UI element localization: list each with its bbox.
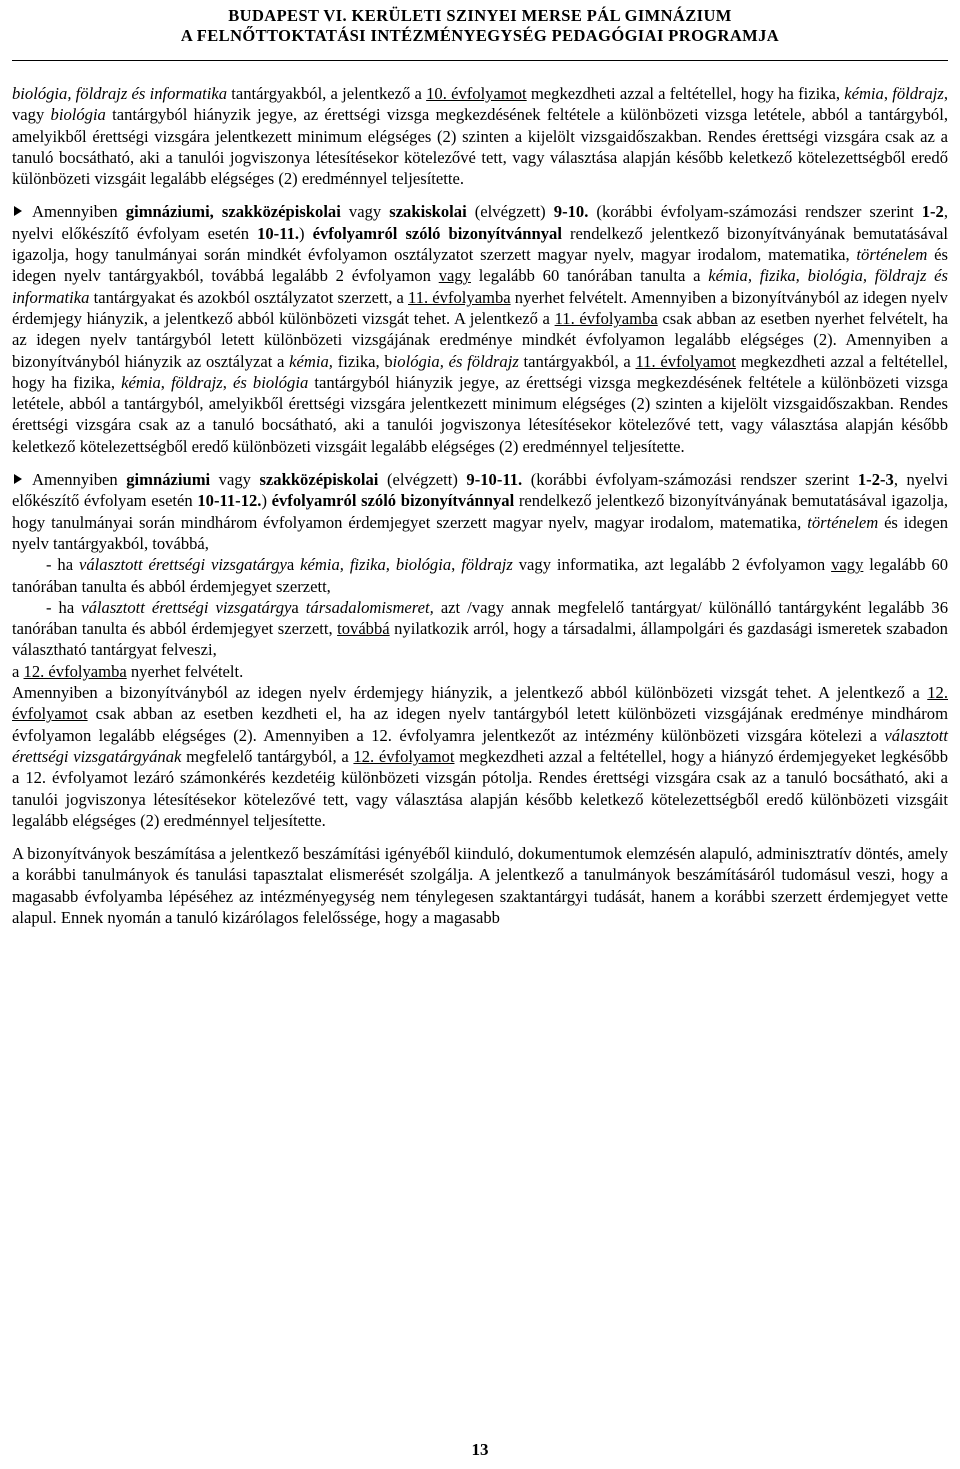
text-italic: földrajz [171, 372, 223, 392]
bullet-arrow-icon [14, 206, 22, 216]
text: , [160, 372, 172, 392]
text: ) [299, 223, 313, 243]
paragraph-2 [12, 201, 948, 457]
text: azt /vagy annak megfelelő tantárgyat/ különálló tantárgyként legalább 36 tanórában tanulta és abból érdemjegyet szerzett, [12, 597, 949, 639]
paragraph-8: A bizonyítványok beszámítása a jelentkező beszámítási igényéből kiinduló, dokumentumok elemzésén alapuló, adminisztratív döntés, amely a korábbi tanulmányok és tanulási tapasztalat elismerését szolgálja. A jelentkező a tanulmányok beszámításáról tudomásul veszi, hogy a magasabb évfolyamba lépéséhez az intézményegység nem ténylegesen szaktantárgyi tudását, hanem a korábbi szerzett érdemjegyet vette alapul. Ennek nyomán a tanuló kizárólagos felelőssége, hogy a magasabb [12, 844, 948, 927]
text-bold: 9-10. [553, 202, 589, 222]
text-italic: kémia, [289, 351, 333, 371]
header-line-2: A FELNŐTTOKTATÁSI INTÉZMÉNYEGYSÉG PEDAGÓGIAI PROGRAMJA [180, 26, 780, 45]
paragraph-4 [12, 554, 948, 597]
document-header [0, 0, 960, 62]
text: tantárgyakból, a [518, 351, 636, 371]
text-italic: és biológia [232, 372, 309, 392]
text-underlined: 11. évfolyamot [635, 351, 736, 371]
text-italic: földrajz [461, 555, 513, 575]
text: (korábbi évfolyam-számozási rendszer szerint [522, 470, 858, 490]
text: legalább 60 tanórában tanulta a [470, 266, 709, 286]
text-bold: 10-11. [257, 223, 300, 243]
text: , [883, 84, 893, 103]
text-italic: iológia, és földrajz [392, 351, 519, 371]
text: nyilatkozik arról, hogy a társadalmi, állampolgári és gazdasági ismeretek szabadon választható tantárgyat felveszi, [12, 619, 948, 660]
text: (korábbi évfolyam-számozási rendszer szerint [588, 202, 922, 222]
text-underlined: 11. évfolyamba [408, 287, 511, 307]
text: Amennyiben [32, 470, 127, 490]
text-underlined: 11. évfolyamba [554, 308, 658, 328]
text-underlined: vagy [438, 266, 471, 286]
paragraph-1 [12, 83, 948, 189]
text: , [451, 555, 462, 575]
text: tantárgyakat és azokból osztályzatot szerzett, a [89, 287, 409, 307]
text: megkezdheti azzal a feltétellel, hogy ha fizika, [526, 84, 845, 103]
text-italic: kémia, fizika, biológia, földrajz és informatika [12, 266, 948, 307]
text: csak abban az esetben nyerhet felvételt, ha az idegen nyelv tantárgyból letett különbözeti vizsgájának eredménye mindkét évfolyamon legalább elégséges (2). Amennyiben a bizonyítványból hiányzik az osztályzat a [12, 308, 948, 371]
text-underlined: 10. évfolyamot [426, 84, 527, 103]
header-rule [12, 60, 948, 61]
paragraph-7 [12, 682, 948, 831]
text-italic: választott érettségi vizsgatárgyának [12, 725, 948, 766]
text: vagy [340, 202, 390, 222]
text: Amennyiben a bizonyítványból az idegen nyelv érdemjegy hiányzik, a jelentkező abból különbözeti vizsgát tehet. A jelentkező a [12, 683, 928, 703]
spacer [12, 189, 948, 201]
text: (elvégzett) [378, 470, 467, 490]
spacer [12, 831, 948, 843]
text-italic: társadalomismeret, [305, 597, 434, 617]
text: csak abban az esetben kezdheti el, ha az idegen nyelv tantárgyból letett különbözeti vizsgájának eredménye mindhárom évfolyamon legalább elégséges (2). Amennyiben a 12. évfolyamra jelentkezőt az intézmény különbözeti vizsgára kötelezi a [12, 704, 948, 745]
text: , vagy [12, 84, 949, 125]
text-bold: 1-2-3 [857, 470, 894, 490]
text: a [286, 555, 301, 575]
text-italic: kémia [121, 372, 161, 392]
text-italic: történelem [807, 512, 879, 532]
text: ) [261, 491, 272, 511]
text-bold: gimnáziumi, szakközépiskolai [125, 202, 341, 222]
text-bold: 10-11-12. [197, 491, 262, 511]
indent [12, 555, 46, 574]
text: a [291, 597, 306, 617]
text: megfelelő tantárgyból, a [181, 746, 354, 766]
text-italic: történelem [856, 245, 928, 265]
text-underlined: 12. évfolyamot [353, 746, 455, 766]
page-number: 13 [471, 1440, 489, 1459]
text: nyerhet felvételt. [126, 661, 244, 681]
text-underlined: vagy [831, 555, 864, 575]
text-underlined: 12. évfolyamot [12, 683, 948, 724]
paragraph-6 [12, 661, 948, 682]
document-body [12, 83, 948, 928]
text-italic: biológia, földrajz és informatika [12, 84, 228, 103]
text: vagy [210, 470, 260, 490]
text: , [222, 372, 233, 392]
text: tantárgyból hiányzik jegye, az érettségi vizsga megkezdésének feltétele a különbözeti vizsga letétele, abból a tantárgyból, amelyikből érettségi vizsgára jelentkezett minimum elégséges (2) szinten a kijelölt vizsgaidőszakban. Rendes érettségi vizsgára csak az a tanuló bocsátható, aki a tanulói jogviszonya létesítésekor kötelezővé tett, vagy választása alapján később keletkező kötelezettségből eredő különbözeti vizsgáit legalább elégséges (2) eredménnyel teljesítette. [12, 372, 949, 456]
text-italic: kémia [844, 84, 884, 103]
text: , nyelvi előkészítő évfolyam esetén [12, 470, 948, 511]
text-italic: kémia, fizika, biológia [300, 555, 452, 575]
paragraph-5 [12, 597, 948, 661]
text: nyerhet felvételt. Amennyiben a bizonyítványból az idegen nyelv érdemjegy hiányzik, a jelentkező abból különbözeti vizsgát tehet. A jelentkező a [12, 287, 948, 328]
header-line-1: BUDAPEST VI. KERÜLETI SZINYEI MERSE PÁL GIMNÁZIUM [228, 6, 732, 25]
text: fizika, b [332, 351, 393, 371]
paragraph-3 [12, 469, 948, 554]
text: tantárgyakból, a jelentkező a [227, 84, 427, 103]
text: legalább 60 tanórában tanulta és abból érdemjegyet szerzett, [12, 555, 948, 596]
text-underlined: továbbá [337, 619, 390, 639]
text: tantárgyból hiányzik jegye, az érettségi vizsga megkezdésének feltétele a különbözeti vizsga letétele, abból a tantárgyból, amelyikből érettségi vizsgára jelentkezett minimum elégséges (2) szinten a kijelölt vizsgaidőszakban. Rendes érettségi vizsgára csak az a tanuló bocsátható, aki a tanulói jogviszonya létesítésekor kötelezővé tett, vagy választása alapján később keletkező kötelezettségből eredő különbözeti vizsgáit legalább elégséges (2) eredménnyel teljesítette. [12, 105, 948, 189]
text-italic: választott érettségi vizsgatárgy [79, 555, 287, 575]
text-bold: évfolyamról szóló bizonyítvánnyal [271, 491, 515, 511]
spacer [12, 457, 948, 469]
text: rendelkező jelentkező bizonyítványának bemutatásával igazolja, hogy tanulmányai során mindhárom évfolyamon érdemjegyet szerzett magyar nyelv, magyar irodalom, matematika, [12, 491, 948, 532]
text: megkezdheti azzal a feltétellel, hogy a hiányzó érdemjegyeket legkésőbb a 12. évfolyamot lezáró számonkérés kezdetéig különbözeti vizsgán pótolja. Rendes érettségi vizsgára csak az a tanuló bocsátható, aki a tanulói jogviszonya létesítésekor kötelezővé tett, vagy választása alapján később keletkező kötelezettségből eredő különbözeti vizsgáit legalább elégséges (2) eredménnyel teljesítette. [12, 746, 948, 830]
text: - ha [46, 555, 80, 575]
text: Amennyiben [32, 202, 126, 222]
text: és idegen nyelv tantárgyakból, továbbá legalább 2 évfolyamon [12, 245, 948, 286]
text-bold: 1-2 [921, 202, 944, 222]
text: megkezdheti azzal a feltétellel, hogy ha fizika, [12, 351, 948, 392]
indent [12, 598, 46, 617]
text-italic: biológia [50, 105, 106, 125]
text-italic: választott érettségi vizsgatárgy [81, 597, 292, 617]
text-bold: évfolyamról szóló bizonyítvánnyal [312, 223, 562, 243]
text: vagy informatika, azt legalább 2 évfolyamon [512, 555, 832, 575]
text-bold: gimnáziumi [126, 470, 211, 490]
text-italic: földrajz [892, 84, 944, 103]
text-underlined: 12. évfolyamba [23, 661, 127, 681]
bullet-arrow-icon [14, 474, 22, 484]
text: (elvégzett) [466, 202, 554, 222]
text: , nyelvi előkészítő évfolyam esetén [12, 202, 948, 243]
text: és idegen nyelv tantárgyakból, továbbá, [12, 512, 949, 553]
text-bold: szakiskolai [389, 202, 467, 222]
text-bold: 9-10-11. [466, 470, 523, 490]
text: - ha [46, 597, 82, 617]
text-bold: szakközépiskolai [259, 470, 379, 490]
text: rendelkező jelentkező bizonyítványának bemutatásával igazolja, hogy tanulmányai során mindkét évfolyamon osztályzatot szerzett magyar nyelv, magyar irodalom, matematika, [12, 223, 948, 265]
text: a [12, 661, 24, 681]
